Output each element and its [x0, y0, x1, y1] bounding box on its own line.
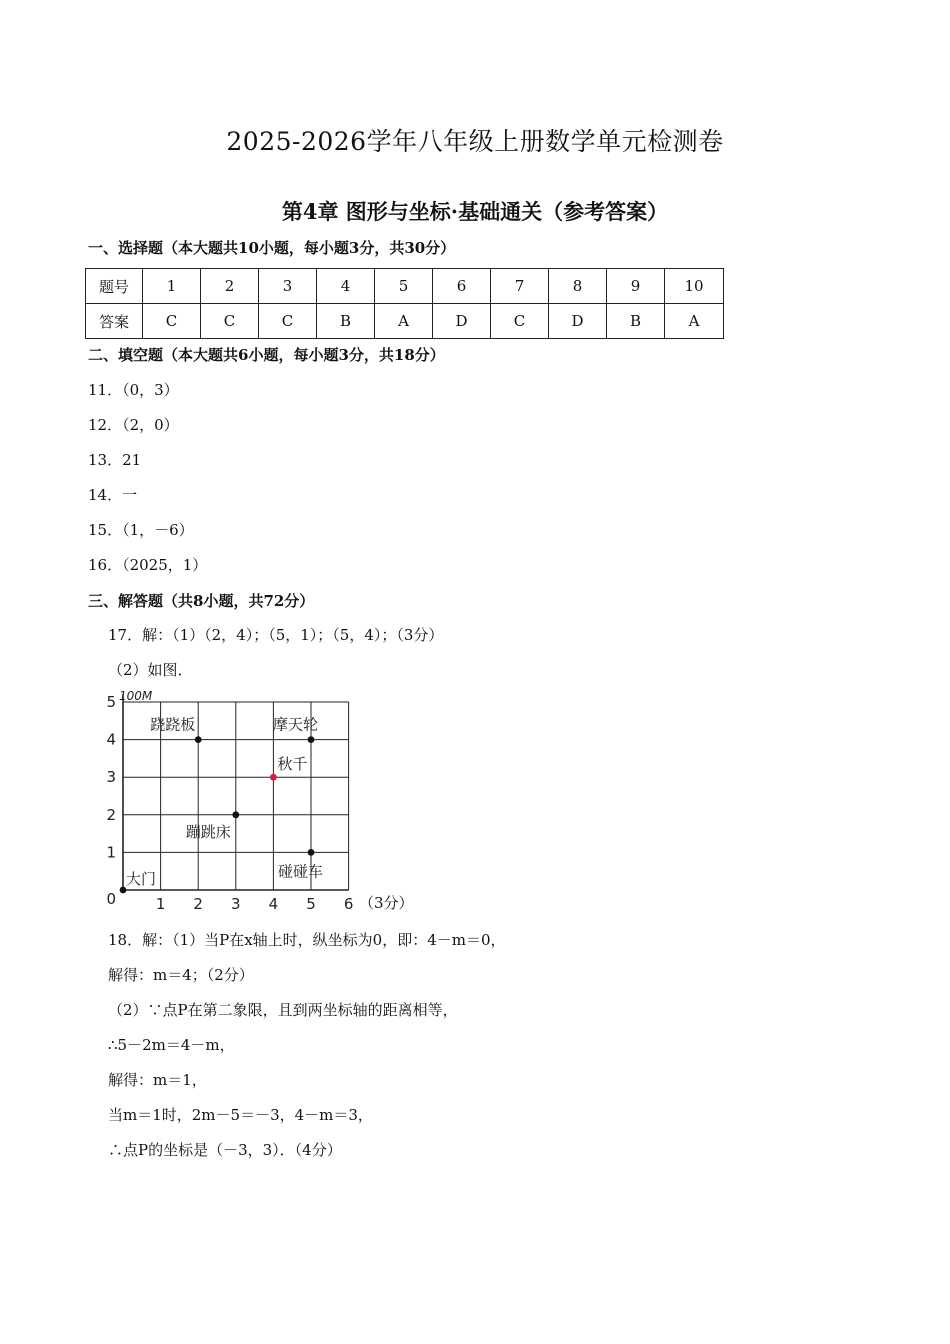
document-subtitle: 第4章 图形与坐标·基础通关（参考答案） [281, 199, 669, 224]
q18-line-3: （2）∵点P在第二象限，且到两坐标轴的距离相等， [108, 1001, 458, 1019]
table-cell: 2 [201, 269, 259, 304]
grid-point-label: 碰碰车 [278, 862, 324, 881]
table-cell: A [375, 304, 433, 339]
table-cell: C [259, 304, 317, 339]
q17-score: （3分） [359, 894, 414, 912]
x-tick-label: 2 [193, 895, 203, 912]
table-cell: C [491, 304, 549, 339]
table-header-question: 题号 [86, 269, 143, 304]
table-cell: A [665, 304, 724, 339]
grid-point-label: 摩天轮 [273, 715, 319, 734]
fill-answer-11: 11．（0，3） [88, 381, 179, 399]
table-cell: C [143, 304, 201, 339]
coordinate-grid [103, 688, 359, 912]
fill-answer-15: 15．（1，－6） [88, 521, 194, 539]
table-cell: 6 [433, 269, 491, 304]
table-cell: 7 [491, 269, 549, 304]
origin-label: 0 [106, 890, 116, 908]
fill-answer-12: 12．（2，0） [88, 416, 179, 434]
q18-line-2: 解得：m＝4；（2分） [108, 966, 254, 984]
x-tick-label: 5 [306, 895, 316, 912]
y-tick-label: 2 [106, 805, 116, 824]
grid-point-label: 秋千 [277, 755, 308, 774]
table-cell: D [433, 304, 491, 339]
y-tick-label: 4 [106, 730, 116, 749]
grid-point [270, 774, 277, 781]
table-cell: 3 [259, 269, 317, 304]
x-tick-label: 4 [268, 895, 279, 912]
table-cell: B [607, 304, 665, 339]
table-cell: 9 [607, 269, 665, 304]
fill-answer-14: 14．一 [88, 486, 138, 504]
x-tick-label: 3 [231, 895, 241, 912]
document-title: 2025-2026学年八年级上册数学单元检测卷 [226, 127, 724, 156]
grid-point-label: 大门 [126, 870, 157, 888]
grid-point-label: 跷跷板 [150, 715, 196, 734]
y-tick-label: 5 [106, 693, 116, 711]
table-cell: B [317, 304, 375, 339]
q18-line-4: ∴5－2m＝4－m， [108, 1036, 235, 1054]
y-tick-label: 3 [106, 768, 116, 787]
table-cell: 5 [375, 269, 433, 304]
table-cell: D [549, 304, 607, 339]
unit-label: 100M [119, 689, 153, 703]
answer-table [85, 268, 724, 339]
table-cell: 4 [317, 269, 375, 304]
section-3-heading: 三、解答题（共8小题，共72分） [88, 592, 315, 610]
grid-point [232, 811, 239, 818]
section-2-heading: 二、填空题（本大题共6小题，每小题3分，共18分） [88, 346, 445, 364]
grid-svg [103, 688, 359, 912]
table-cell: C [201, 304, 259, 339]
table-row-answers [86, 304, 724, 339]
grid-point [308, 849, 315, 856]
q17-part1: 17．解：（1）（2，4）；（5，1）；（5，4）；（3分） [108, 626, 444, 644]
grid-point [195, 736, 202, 743]
q18-line-6: 当m＝1时，2m－5＝－3，4－m＝3， [108, 1106, 373, 1124]
fill-answer-13: 13．21 [88, 451, 142, 469]
table-cell: 8 [549, 269, 607, 304]
q18-line-7: ∴点P的坐标是（－3，3）．（4分） [108, 1141, 342, 1159]
section-1-heading: 一、选择题（本大题共10小题，每小题3分，共30分） [88, 239, 456, 257]
q18-line-5: 解得：m＝1， [108, 1071, 207, 1089]
table-row-numbers [86, 269, 724, 304]
grid-point-label: 蹦跳床 [185, 822, 231, 841]
grid-point [308, 736, 315, 743]
y-tick-label: 1 [106, 843, 116, 862]
table-cell: 10 [665, 269, 724, 304]
q18-line-1: 18．解：（1）当P在x轴上时，纵坐标为0，即：4－m＝0， [108, 931, 506, 949]
fill-answer-16: 16．（2025，1） [88, 556, 208, 574]
table-cell: 1 [143, 269, 201, 304]
q17-part2: （2）如图． [108, 661, 193, 679]
table-header-answer: 答案 [86, 304, 143, 339]
x-tick-label: 1 [155, 895, 166, 912]
x-tick-label: 6 [343, 895, 354, 912]
